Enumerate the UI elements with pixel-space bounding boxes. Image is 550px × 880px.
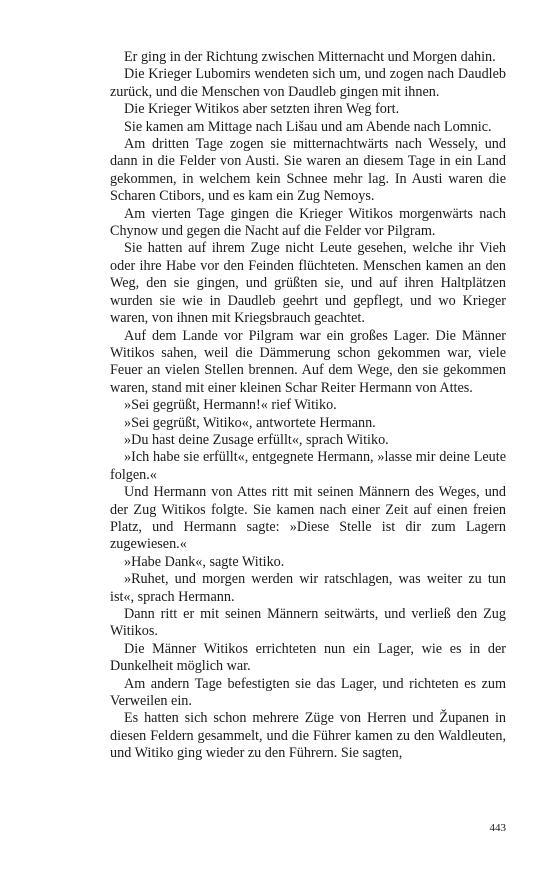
paragraph: »Ich habe sie erfüllt«, entgegnete Hermann, »lasse mir deine Leute folgen.«: [110, 449, 506, 483]
paragraph: Sie kamen am Mittage nach Lišau und am Abende nach Lomnic.: [124, 118, 492, 135]
paragraph: »Habe Dank«, sagte Witiko.: [124, 553, 285, 570]
page-number: 443: [489, 822, 506, 834]
paragraph: »Sei gegrüßt, Hermann!« rief Witiko.: [124, 397, 337, 414]
paragraph: Am vierten Tage gingen die Krieger Witikos morgenwärts nach Chynow und gegen die Nacht auf die Felder vor Pilgram.: [110, 205, 506, 240]
paragraph: Auf dem Lande vor Pilgram war ein großes Lager. Die Männer Witikos sahen, weil die Dämmerung schon gekommen war, viele Feuer an vielen Stellen brennen. Auf dem Wege, den sie gekommen waren, stand mit einer kleinen Schar Reiter Hermann von Attes.: [110, 327, 506, 396]
paragraph: »Du hast deine Zusage erfüllt«, sprach Witiko.: [124, 431, 389, 448]
paragraph: Die Krieger Witikos aber setzten ihren Weg fort.: [124, 101, 400, 118]
paragraph: Die Männer Witikos errichteten nun ein Lager, wie es in der Dunkelheit möglich war.: [110, 640, 506, 675]
paragraph: Die Krieger Lubomirs wendeten sich um, und zogen nach Daudleb zurück, und die Menschen von Daudleb gingen mit ihnen.: [110, 66, 506, 100]
paragraph: Sie hatten auf ihrem Zuge nicht Leute gesehen, welche ihr Vieh oder ihre Habe vor den Feinden flüchteten. Menschen kamen an den Weg, den sie gingen, und grüßten sie, und auf ihren Haltplätzen wurden sie wie in Daudleb geehrt und gepflegt, und wo Krieger waren, von ihnen mit Kriegsbrauch geachtet.: [110, 240, 506, 327]
body-text: [110, 49, 506, 763]
paragraph: »Ruhet, und morgen werden wir ratschlagen, was weiter zu tun ist«, sprach Hermann.: [110, 571, 506, 605]
paragraph: Dann ritt er mit seinen Männern seitwärts, und verließ den Zug Witikos.: [110, 606, 506, 640]
paragraph: Am dritten Tage zogen sie mitternachtwärts nach Wessely, und dann in die Felder von Austi. Sie waren an diesem Tage in ein Land gekommen, in welchem kein Schnee mehr lag. In Austi waren die Scharen Ctibors, und es kam ein Zug Nemoys.: [110, 136, 506, 205]
paragraph: »Sei gegrüßt, Witiko«, antwortete Hermann.: [124, 414, 376, 431]
paragraph: Am andern Tage befestigten sie das Lager, und richteten es zum Verweilen ein.: [110, 675, 506, 710]
paragraph: Und Hermann von Attes ritt mit seinen Männern des Weges, und der Zug Witikos folgte. Sie kamen nach einer Zeit auf einen freien Platz, und Hermann sagte: »Diese Stelle ist dir zum Lagern zugewiesen.«: [110, 484, 506, 553]
paragraph: Es hatten sich schon mehrere Züge von Herren und Županen in diesen Feldern gesammelt, und die Führer kamen zu den Waldleuten, und Witiko ging wieder zu den Führern. Sie sagten,: [110, 710, 506, 762]
paragraph: Er ging in der Richtung zwischen Mitternacht und Morgen dahin.: [124, 49, 496, 65]
